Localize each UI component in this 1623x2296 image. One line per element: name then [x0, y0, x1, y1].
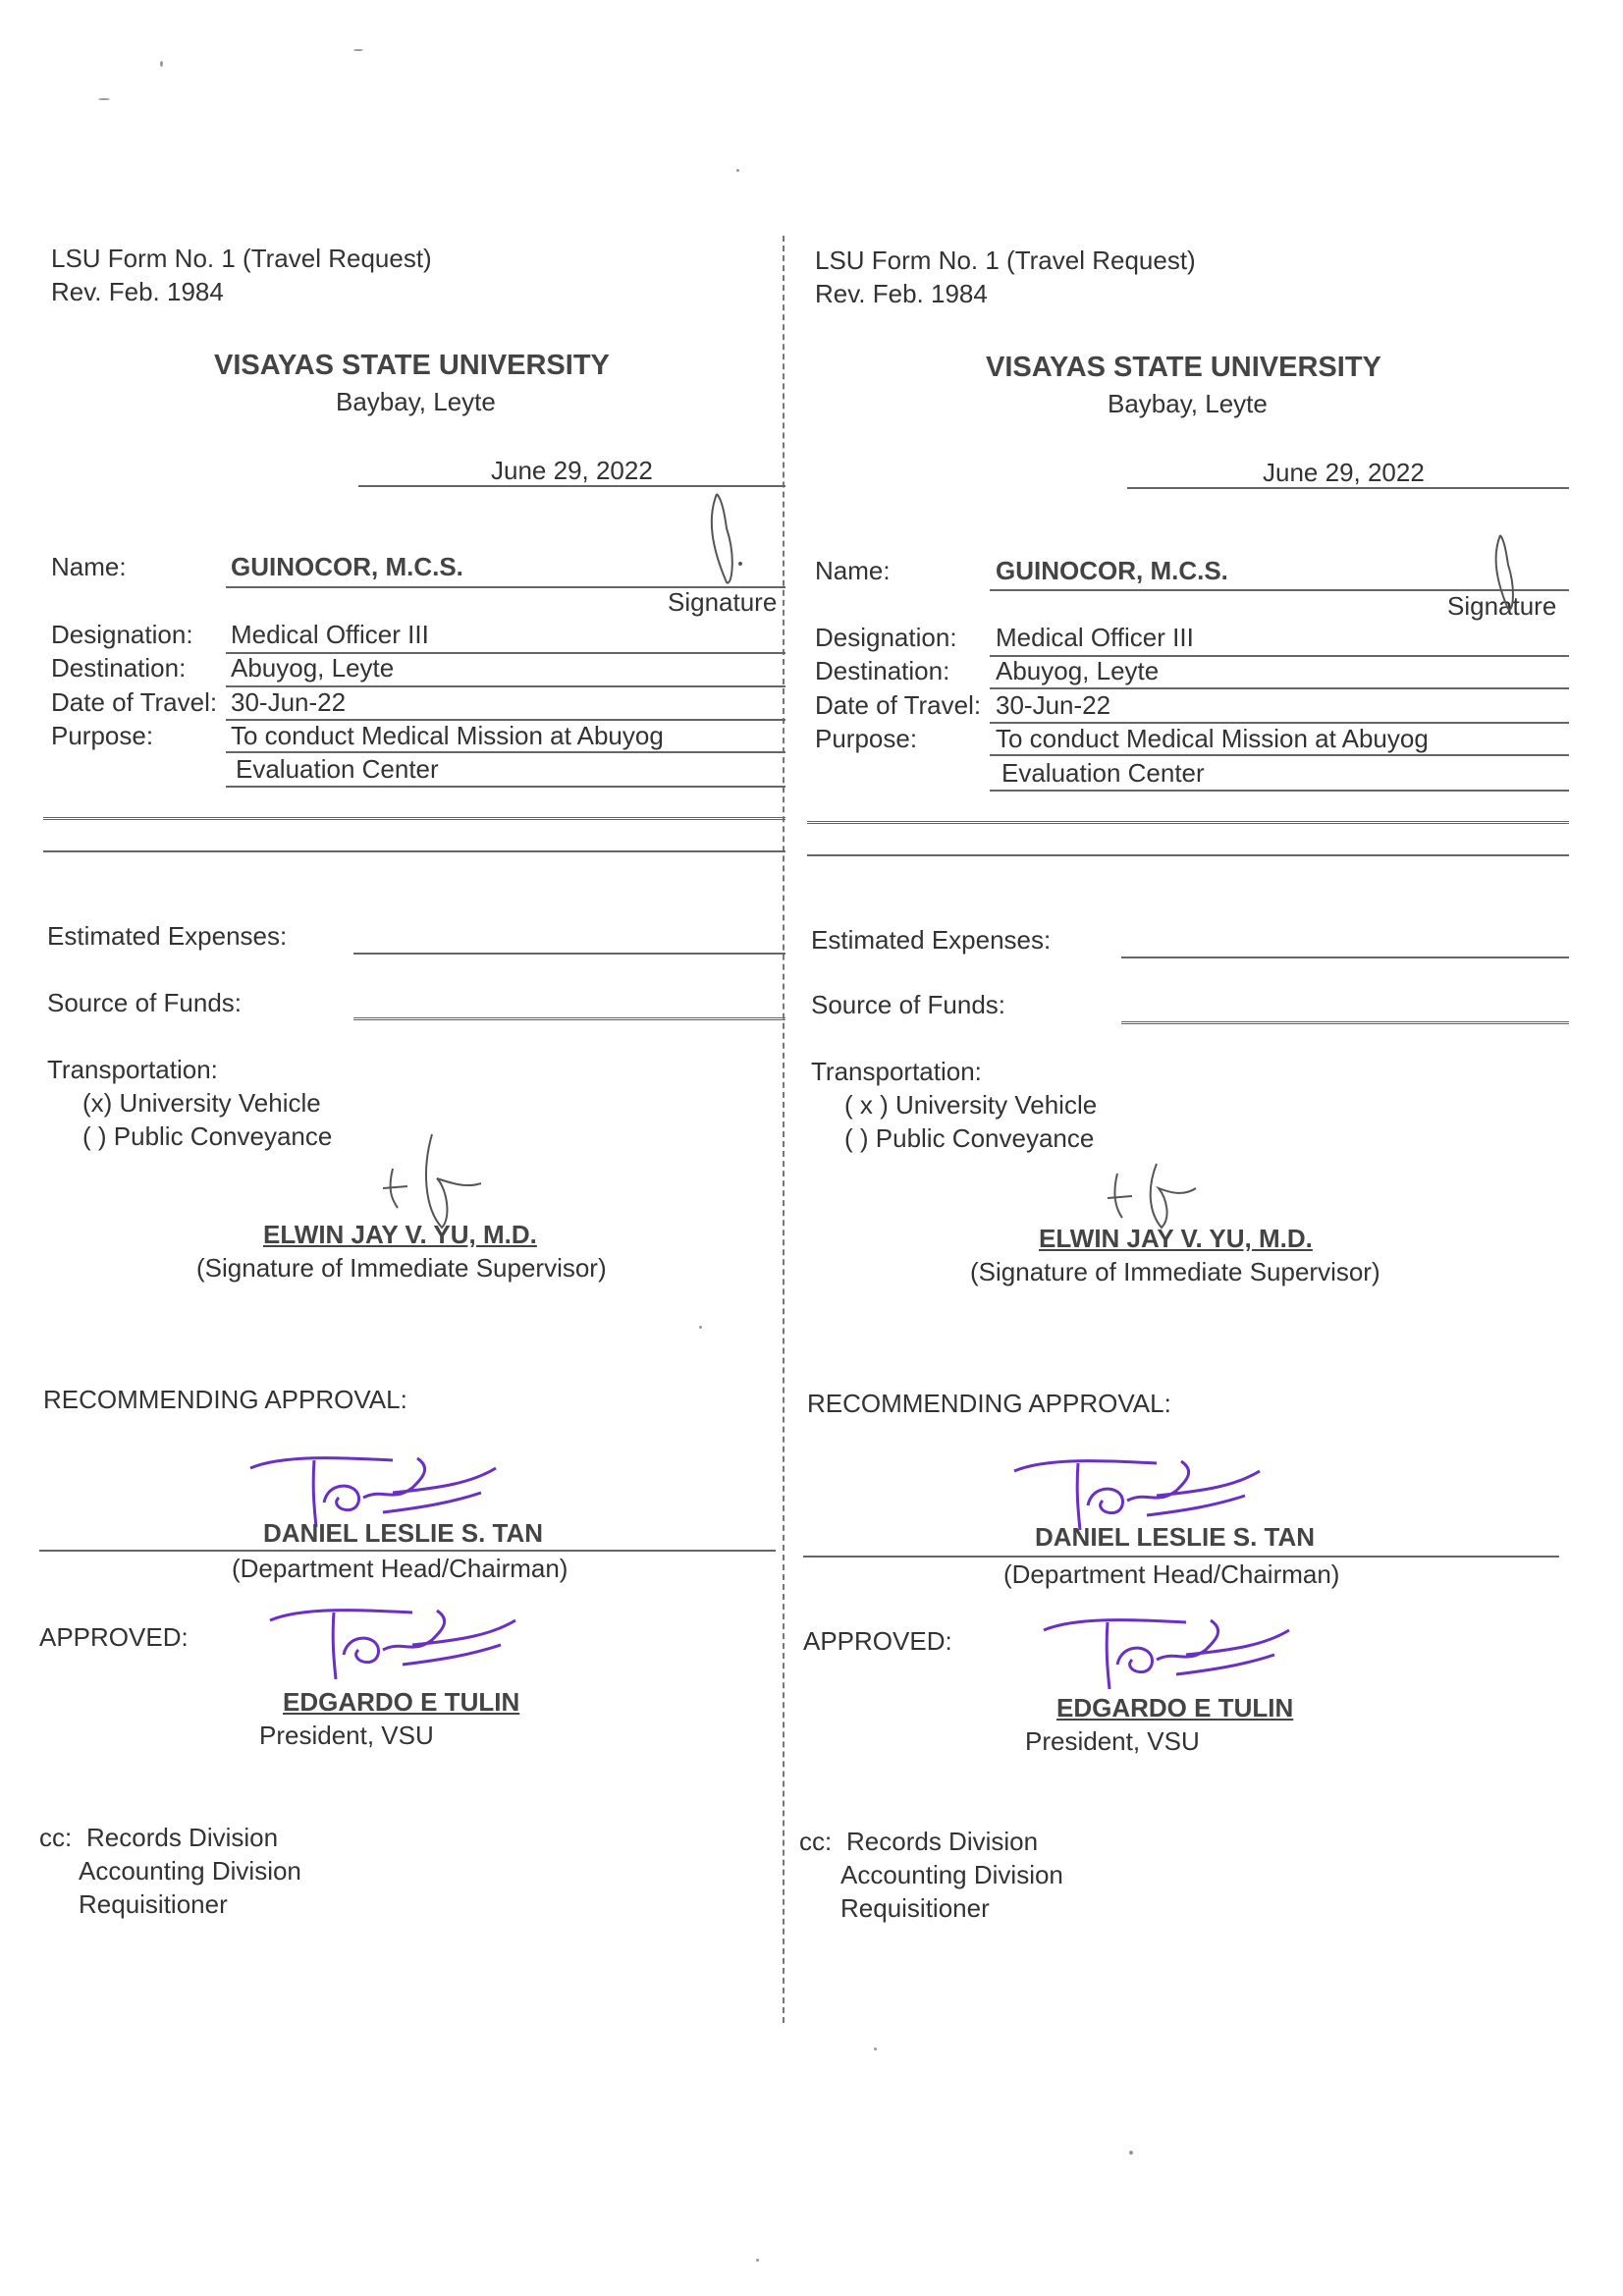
recommending-approval-label: RECOMMENDING APPROVAL:	[807, 1389, 1171, 1418]
approved-label: APPROVED:	[803, 1626, 952, 1656]
blank-line-1	[43, 817, 785, 820]
purpose-line-2: Evaluation Center	[1001, 758, 1205, 788]
date-of-travel-label: Date of Travel:	[815, 690, 982, 720]
approved-name: EDGARDO E TULIN	[283, 1687, 520, 1717]
cc-item-requisitioner: Requisitioner	[840, 1893, 990, 1923]
signature-label: Signature	[668, 587, 778, 617]
supervisor-title: (Signature of Immediate Supervisor)	[196, 1253, 607, 1283]
form-number: LSU Form No. 1 (Travel Request)	[51, 244, 432, 273]
recommending-name: DANIEL LESLIE S. TAN	[263, 1518, 544, 1548]
travel-request-copy-left	[39, 0, 815, 2296]
source-of-funds-line	[1121, 1021, 1569, 1024]
university-location: Baybay, Leyte	[1108, 389, 1268, 418]
transport-option-university-vehicle: ( x ) University Vehicle	[844, 1090, 1098, 1120]
scan-speck	[699, 1326, 702, 1329]
scan-speck	[756, 2259, 759, 2262]
recommending-line	[803, 1556, 1559, 1558]
recommending-name: DANIEL LESLIE S. TAN	[1035, 1522, 1316, 1552]
scan-speck	[160, 61, 163, 67]
scan-speck	[98, 98, 110, 100]
applicant-signature	[697, 489, 766, 597]
blank-line-2	[43, 850, 785, 852]
name-value: GUINOCOR, M.C.S.	[231, 552, 463, 581]
designation-value: Medical Officer III	[996, 623, 1194, 652]
approved-title: President, VSU	[259, 1721, 434, 1750]
cc-item-accounting: Accounting Division	[840, 1860, 1063, 1889]
scan-speck	[353, 49, 363, 51]
blank-line-2	[807, 854, 1569, 856]
signature-label: Signature	[1447, 591, 1557, 621]
source-of-funds-line	[353, 1017, 785, 1020]
date-line	[358, 485, 785, 487]
applicant-signature	[1481, 530, 1540, 619]
estimated-expenses-label: Estimated Expenses:	[811, 925, 1052, 955]
date-line	[1127, 487, 1569, 489]
scan-speck	[1129, 2151, 1133, 2155]
purpose-underline-1	[226, 751, 785, 753]
supervisor-name: ELWIN JAY V. YU, M.D.	[263, 1220, 537, 1249]
designation-label: Designation:	[815, 623, 957, 652]
name-value: GUINOCOR, M.C.S.	[996, 556, 1228, 585]
request-date: June 29, 2022	[491, 456, 653, 485]
purpose-line-2: Evaluation Center	[236, 754, 439, 784]
form-number: LSU Form No. 1 (Travel Request)	[815, 246, 1196, 275]
cc-item-accounting: Accounting Division	[79, 1856, 301, 1886]
cc-item-records: Records Division	[846, 1827, 1039, 1856]
destination-value: Abuyog, Leyte	[231, 653, 395, 683]
transportation-label: Transportation:	[811, 1057, 982, 1086]
date-of-travel-value: 30-Jun-22	[231, 687, 347, 717]
university-location: Baybay, Leyte	[336, 387, 496, 416]
form-revision: Rev. Feb. 1984	[815, 279, 988, 308]
purpose-line-1: To conduct Medical Mission at Abuyog	[231, 721, 664, 750]
transport-option-university-vehicle: (x) University Vehicle	[82, 1088, 321, 1118]
university-name: VISAYAS STATE UNIVERSITY	[214, 350, 610, 381]
date-of-travel-value: 30-Jun-22	[996, 690, 1111, 720]
cc-item-records: Records Division	[86, 1823, 279, 1852]
scan-speck	[874, 2048, 877, 2050]
approved-signature	[1039, 1611, 1294, 1699]
purpose-label: Purpose:	[815, 724, 918, 753]
purpose-underline-1	[990, 754, 1569, 756]
transport-option-public-conveyance: ( ) Public Conveyance	[82, 1121, 333, 1151]
purpose-label: Purpose:	[51, 721, 154, 750]
approved-name: EDGARDO E TULIN	[1056, 1693, 1294, 1722]
designation-value: Medical Officer III	[231, 620, 429, 649]
cc-label: cc:	[39, 1823, 73, 1852]
scan-speck	[736, 169, 739, 172]
name-label: Name:	[51, 552, 127, 581]
source-of-funds-label: Source of Funds:	[47, 988, 242, 1017]
form-revision: Rev. Feb. 1984	[51, 277, 224, 306]
source-of-funds-label: Source of Funds:	[811, 990, 1005, 1019]
blank-line-1	[807, 821, 1569, 824]
university-name: VISAYAS STATE UNIVERSITY	[986, 352, 1381, 383]
approved-title: President, VSU	[1025, 1726, 1200, 1756]
supervisor-title: (Signature of Immediate Supervisor)	[970, 1257, 1380, 1286]
designation-label: Designation:	[51, 620, 193, 649]
request-date: June 29, 2022	[1263, 458, 1425, 487]
transport-option-public-conveyance: ( ) Public Conveyance	[844, 1123, 1095, 1153]
destination-value: Abuyog, Leyte	[996, 656, 1160, 685]
travel-request-copy-right	[799, 0, 1579, 2296]
purpose-line-1: To conduct Medical Mission at Abuyog	[996, 724, 1429, 753]
date-of-travel-label: Date of Travel:	[51, 687, 218, 717]
purpose-underline-2	[226, 786, 785, 788]
recommending-title: (Department Head/Chairman)	[232, 1554, 568, 1583]
cc-label: cc:	[799, 1827, 833, 1856]
recommending-line	[39, 1550, 776, 1552]
recommending-title: (Department Head/Chairman)	[1003, 1559, 1340, 1589]
cc-item-requisitioner: Requisitioner	[79, 1889, 228, 1919]
purpose-underline-2	[990, 790, 1569, 792]
estimated-expenses-label: Estimated Expenses:	[47, 921, 288, 951]
supervisor-name: ELWIN JAY V. YU, M.D.	[1039, 1224, 1313, 1253]
recommending-approval-label: RECOMMENDING APPROVAL:	[43, 1385, 407, 1414]
estimated-expenses-line	[1121, 957, 1569, 958]
name-label: Name:	[815, 556, 891, 585]
transportation-label: Transportation:	[47, 1055, 218, 1084]
estimated-expenses-line	[353, 953, 785, 955]
destination-label: Destination:	[815, 656, 950, 685]
destination-label: Destination:	[51, 653, 187, 683]
destination-line	[990, 687, 1569, 689]
approved-signature	[265, 1601, 520, 1689]
approved-label: APPROVED:	[39, 1622, 189, 1652]
